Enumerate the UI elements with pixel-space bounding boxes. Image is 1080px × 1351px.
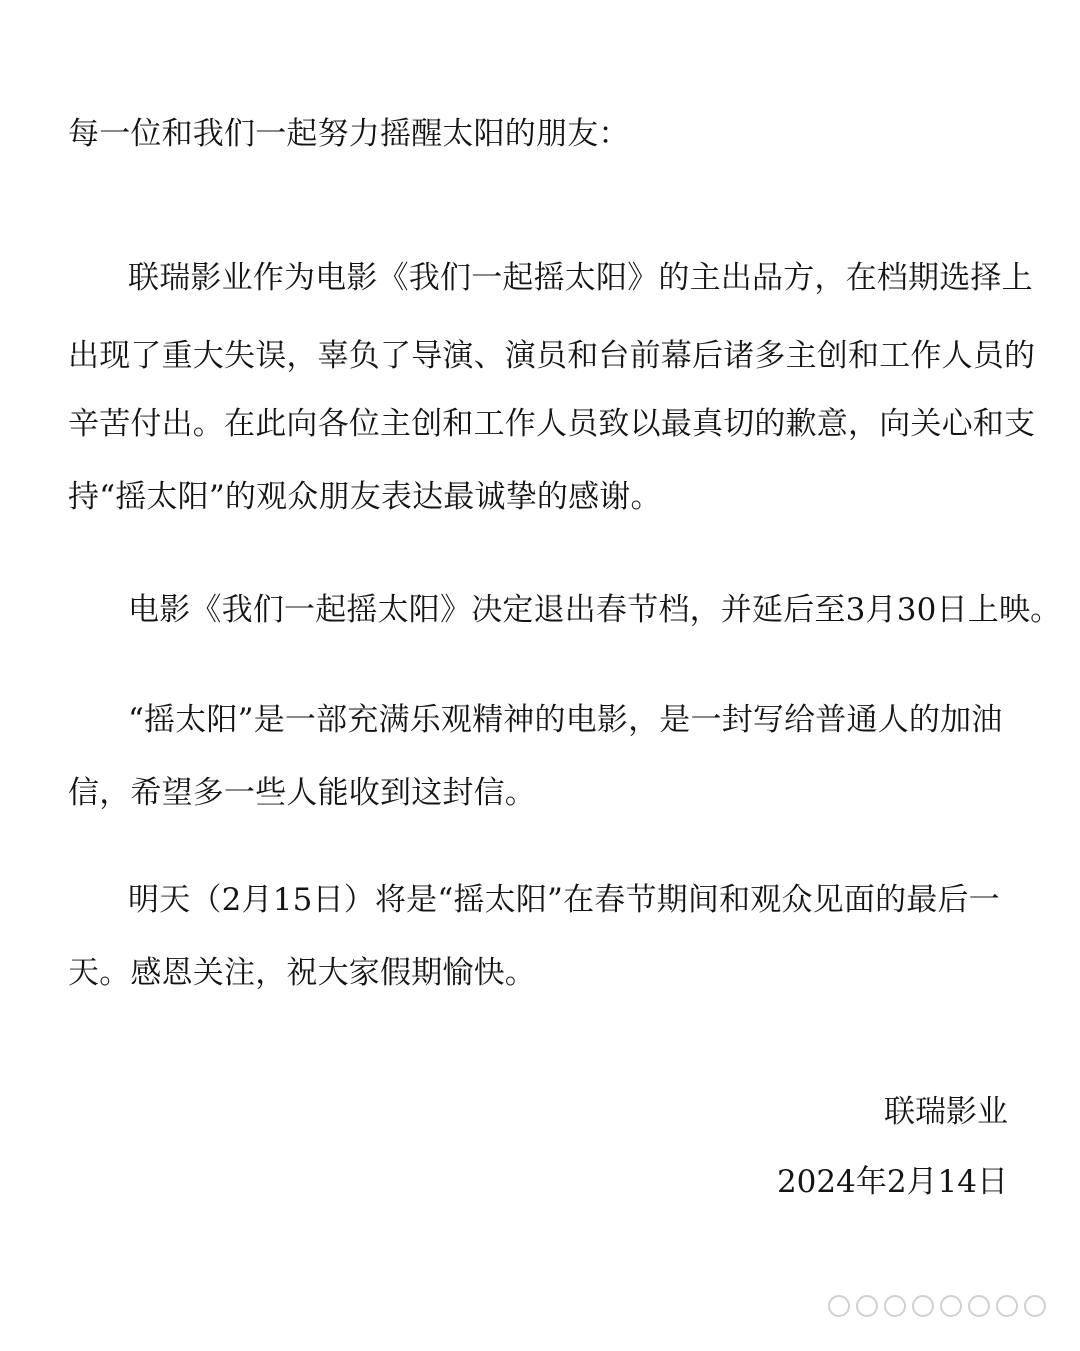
- paragraph3-line2: 信，希望多一些人能收到这封信。: [68, 775, 536, 811]
- paragraph1-line4: 持“摇太阳”的观众朋友表达最诚挚的感谢。: [68, 479, 662, 515]
- watermark-circle-icon: [968, 1295, 990, 1317]
- paragraph4-line2: 天。感恩关注，祝大家假期愉快。: [68, 955, 536, 991]
- watermark-circle-icon: [828, 1295, 850, 1317]
- signature-date: 2024年2月14日: [776, 1164, 1008, 1200]
- watermark-circle-icon: [856, 1295, 878, 1317]
- watermark-circle-icon: [940, 1295, 962, 1317]
- paragraph1-line1: 联瑞影业作为电影《我们一起摇太阳》的主出品方，在档期选择上: [128, 260, 1033, 296]
- watermark-circle-icon: [884, 1295, 906, 1317]
- watermark-circle-icon: [996, 1295, 1018, 1317]
- paragraph1-line3: 辛苦付出。在此向各位主创和工作人员致以最真切的歉意，向关心和支: [68, 406, 1036, 442]
- paragraph1-line2: 出现了重大失误，辜负了导演、演员和台前幕后诸多主创和工作人员的: [68, 338, 1036, 374]
- watermark: [828, 1295, 1046, 1317]
- watermark-circle-icon: [912, 1295, 934, 1317]
- signature-name: 联瑞影业: [884, 1094, 1008, 1130]
- watermark-circle-icon: [1024, 1295, 1046, 1317]
- paragraph3-line1: “摇太阳”是一部充满乐观精神的电影，是一封写给普通人的加油: [128, 702, 1003, 738]
- paragraph2-line1: 电影《我们一起摇太阳》决定退出春节档，并延后至3月30日上映。: [128, 592, 1062, 628]
- letter-greeting: 每一位和我们一起努力摇醒太阳的朋友：: [68, 116, 630, 152]
- paragraph4-line1: 明天（2月15日）将是“摇太阳”在春节期间和观众见面的最后一: [128, 882, 1000, 918]
